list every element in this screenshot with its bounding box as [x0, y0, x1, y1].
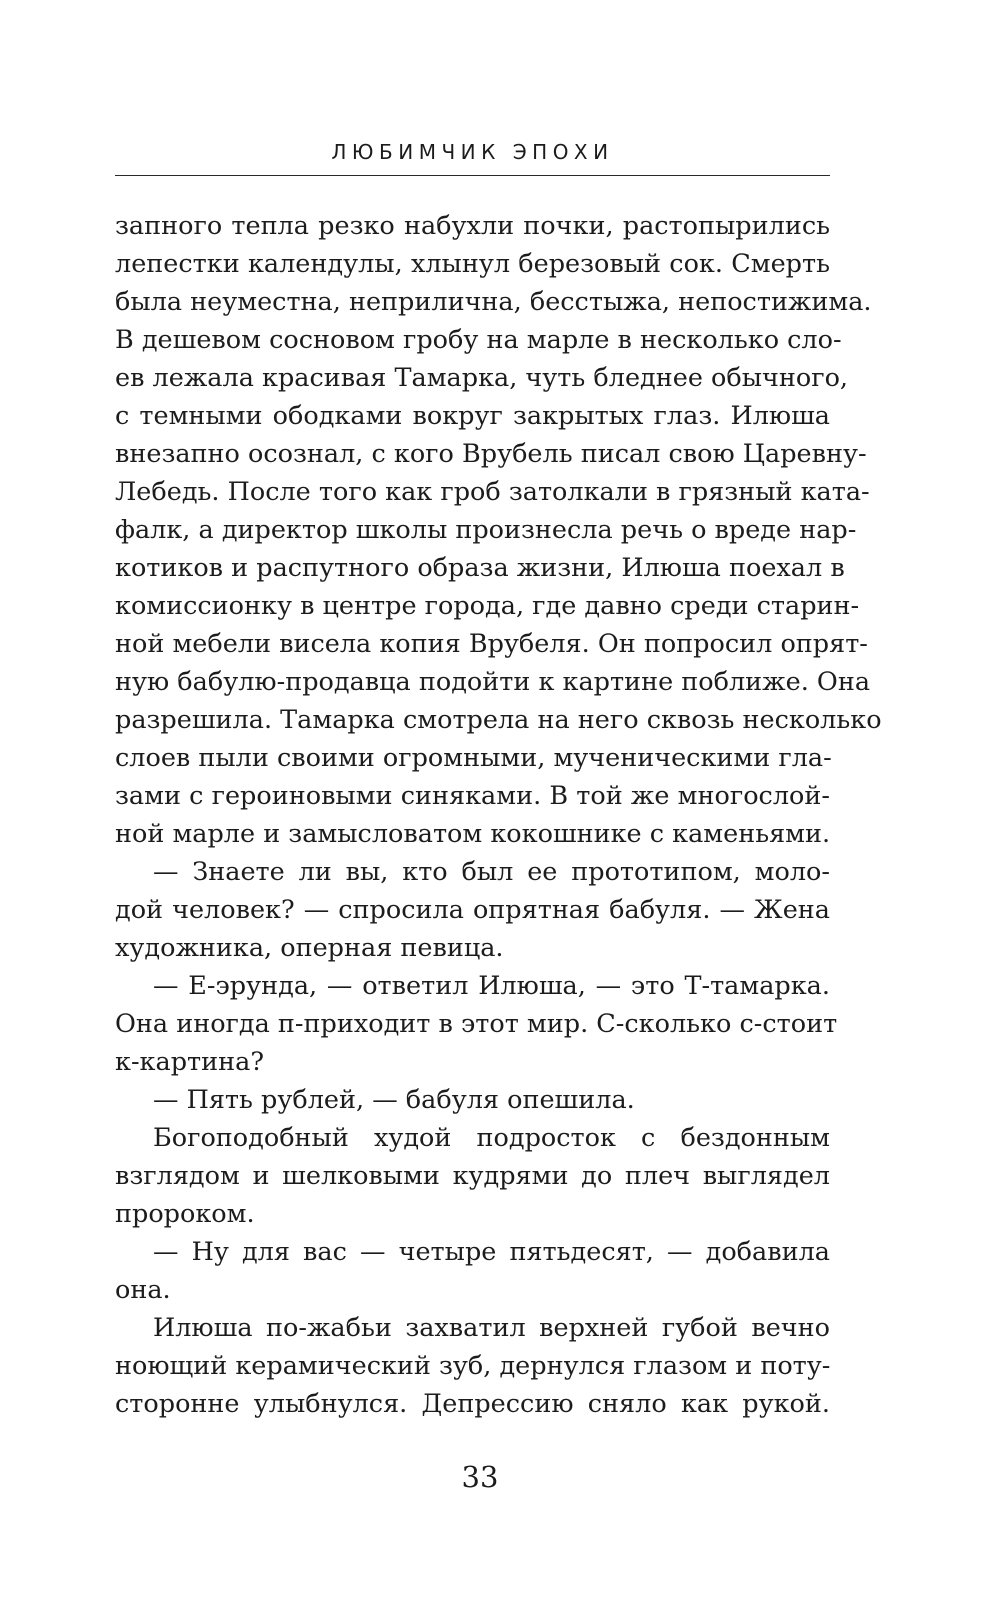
text-line: была неуместна, неприлична, бесстыжа, непостижима.	[115, 287, 872, 317]
body-text	[115, 207, 882, 1423]
text-line: котиков и распутного образа жизни, Илюша поехал в	[115, 553, 845, 583]
text-line: слоев пыли своими огромными, мученическими гла-	[115, 743, 832, 773]
text-line: ев лежала красивая Тамарка, чуть бледнее обычного,	[115, 363, 849, 393]
text-line: комиссионку в центре города, где давно среди старин-	[115, 591, 860, 621]
text-line: сторонне улыбнулся. Депрессию сняло как рукой.	[115, 1389, 830, 1419]
text-line: взглядом и шелковыми кудрями до плеч выглядел	[115, 1161, 830, 1191]
text-line: В дешевом сосновом гробу на марле в несколько сло-	[115, 325, 842, 355]
text-line: — Ну для вас — четыре пятьдесят, — добавила	[153, 1237, 830, 1267]
text-line: ной мебели висела копия Врубеля. Он попросил опрят-	[115, 629, 868, 659]
text-line: — Знаете ли вы, кто был ее прототипом, моло-	[153, 857, 830, 887]
text-line: с темными ободками вокруг закрытых глаз. Илюша	[115, 401, 830, 431]
text-line: она.	[115, 1275, 171, 1305]
text-line: лепестки календулы, хлынул березовый сок. Смерть	[115, 249, 830, 279]
text-line: пророком.	[115, 1199, 255, 1229]
text-line: — Е-эрунда, — ответил Илюша, — это Т-тамарка.	[153, 971, 830, 1001]
text-line: внезапно осознал, с кого Врубель писал свою Царевну-	[115, 439, 867, 469]
running-head: ЛЮБИМЧИК ЭПОХИ	[331, 140, 614, 164]
page-number: 33	[461, 1460, 499, 1494]
text-line: ной марле и замысловатом кокошнике с каменьями.	[115, 819, 831, 849]
text-line: — Пять рублей, — бабуля опешила.	[153, 1085, 635, 1115]
text-line: Она иногда п-приходит в этот мир. С-сколько с-стоит	[115, 1009, 838, 1039]
text-line: разрешила. Тамарка смотрела на него сквозь несколько	[115, 705, 882, 735]
text-line: запного тепла резко набухли почки, растопырились	[115, 211, 830, 241]
header-rule	[115, 175, 830, 176]
text-line: дой человек? — спросила опрятная бабуля. — Жена	[115, 895, 830, 925]
text-line: Илюша по-жабьи захватил верхней губой вечно	[153, 1313, 830, 1343]
text-line: ную бабулю-продавца подойти к картине поближе. Она	[115, 667, 871, 697]
text-line: художника, оперная певица.	[115, 933, 504, 963]
text-line: зами с героиновыми синяками. В той же многослой-	[115, 781, 830, 811]
text-line: ноющий керамический зуб, дернулся глазом и поту-	[115, 1351, 831, 1381]
text-line: к-картина?	[115, 1047, 264, 1077]
text-line: Лебедь. После того как гроб затолкали в грязный ката-	[115, 477, 870, 507]
text-line: фалк, а директор школы произнесла речь о вреде нар-	[115, 515, 857, 545]
text-line: Богоподобный худой подросток с бездонным	[153, 1123, 830, 1153]
